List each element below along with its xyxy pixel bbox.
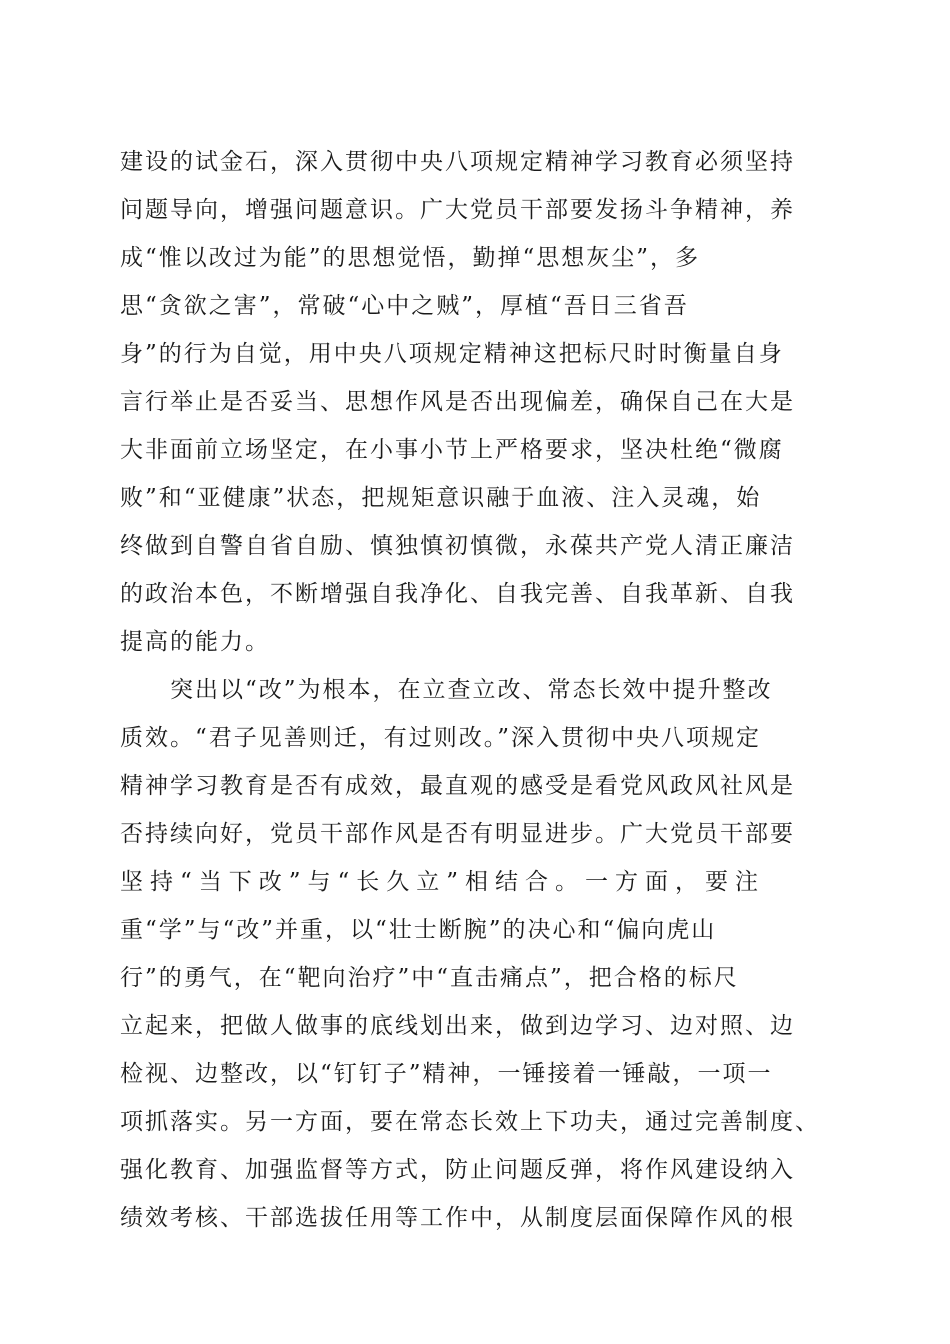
text-line: 坚持“当下改”与“长久立”相结合。一方面，要注 xyxy=(120,869,766,895)
text-line: 突出以“改”为根本，在立查立改、常态长效中提升整改 xyxy=(170,677,773,703)
text-line: 败”和“亚健康”状态，把规矩意识融于血液、注入灵魂，始 xyxy=(120,485,762,511)
text-line: 提高的能力。 xyxy=(120,629,270,655)
text-line: 言行举止是否妥当、思想作风是否出现偏差，确保自己在大是 xyxy=(120,389,795,415)
text-line: 身”的行为自觉，用中央八项规定精神这把标尺时时衡量自身 xyxy=(120,341,784,367)
text-line: 绩效考核、干部选拔任用等工作中，从制度层面保障作风的根 xyxy=(120,1205,795,1231)
text-line: 质效。“君子见善则迁，有过则改。”深入贯彻中央八项规定 xyxy=(120,725,762,751)
text-line: 行”的勇气，在“靶向治疗”中“直击痛点”，把合格的标尺 xyxy=(120,965,739,991)
text-line: 检视、边整改，以“钉钉子”精神，一锤接着一锤敲，一项一 xyxy=(120,1061,773,1087)
text-line: 思“贪欲之害”，常破“心中之贼”，厚植“吾日三省吾 xyxy=(120,293,689,319)
text-line: 大非面前立场坚定，在小事小节上严格要求，坚决杜绝“微腐 xyxy=(120,437,784,463)
text-line: 终做到自警自省自励、慎独慎初慎微，永葆共产党人清正廉洁 xyxy=(120,533,795,559)
text-line: 建设的试金石，深入贯彻中央八项规定精神学习教育必须坚持 xyxy=(120,149,795,175)
text-line: 成“惟以改过为能”的思想觉悟，勤掸“思想灰尘”，多 xyxy=(120,245,701,271)
document-body xyxy=(120,138,840,1242)
text-line: 精神学习教育是否有成效，最直观的感受是看党风政风社风是 xyxy=(120,773,795,799)
paragraph-2 xyxy=(120,666,840,1242)
text-line: 强化教育、加强监督等方式，防止问题反弹，将作风建设纳入 xyxy=(120,1157,795,1183)
text-line: 重“学”与“改”并重，以“壮士断腕”的决心和“偏向虎山 xyxy=(120,917,717,943)
text-line: 问题导向，增强问题意识。广大党员干部要发扬斗争精神，养 xyxy=(120,197,795,223)
text-line: 的政治本色，不断增强自我净化、自我完善、自我革新、自我 xyxy=(120,581,795,607)
text-line: 项抓落实。另一方面，要在常态长效上下功夫，通过完善制度、 xyxy=(120,1109,820,1135)
text-line: 立起来，把做人做事的底线划出来，做到边学习、边对照、边 xyxy=(120,1013,795,1039)
text-line: 否持续向好，党员干部作风是否有明显进步。广大党员干部要 xyxy=(120,821,795,847)
paragraph-1 xyxy=(120,138,840,666)
